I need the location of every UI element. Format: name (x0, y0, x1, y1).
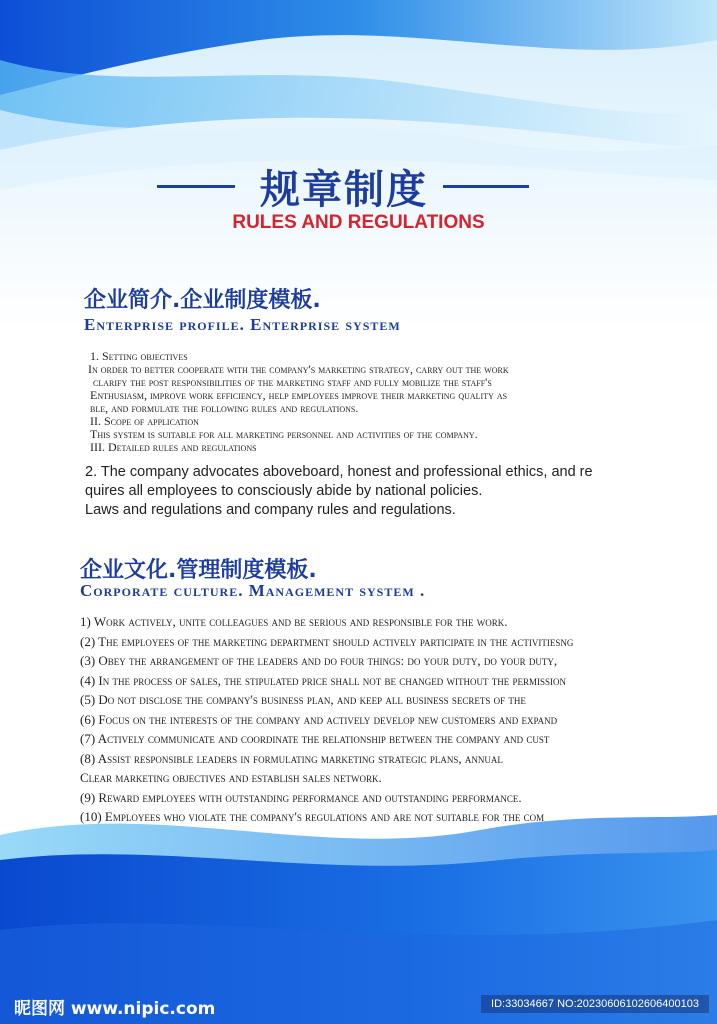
list-item: (6) Focus on the interests of the company and actively develop new customers and expand (80, 711, 558, 727)
list-item: (9) Reward employees with outstanding performance and outstanding performance. (80, 789, 522, 805)
paragraph-line: 2. The company advocates aboveboard, honest and professional ethics, and re (85, 464, 593, 480)
section1-rules-block (90, 350, 650, 454)
page-title: 规章制度 (260, 167, 428, 213)
list-item: (3) Obey the arrangement of the leaders and do four things: do your duty, do your duty, (80, 653, 558, 668)
rule-line: 1. Setting objectives (90, 349, 188, 363)
list-item: 1) Work actively, unite colleagues and be serious and responsible for the work. (80, 614, 508, 629)
list-item: (8) Assist responsible leaders in formulating marketing strategic plans, annual (80, 750, 503, 766)
rule-line: II. Scope of application (90, 414, 199, 428)
title-divider-right (443, 185, 529, 188)
rule-line: In order to better cooperate with the company's marketing strategy, carry out the work (88, 362, 509, 376)
section2-heading-cn: 企业文化.管理制度模板. (80, 558, 317, 583)
watermark-logo: 昵图网 www.nipic.com (14, 999, 216, 1019)
section1-paragraph (85, 463, 645, 520)
page-subtitle: RULES AND REGULATIONS (232, 212, 485, 233)
rule-line: This system is suitable for all marketing personnel and activities of the company. (90, 427, 478, 441)
title-row (0, 158, 717, 214)
list-item: (2) The employees of the marketing department should actively participate in the activitiesng (80, 633, 574, 649)
list-item: (5) Do not disclose the company's business plan, and keep all business secrets of the (80, 692, 526, 707)
section2-rules-list (80, 612, 680, 827)
list-item: (7) Actively communicate and coordinate the relationship between the company and cust (80, 731, 550, 746)
list-item: Clear marketing objectives and establish sales network. (80, 770, 382, 785)
list-item: (10) Employees who violate the company's regulations and are not suitable for the com (80, 809, 545, 824)
rule-line: Enthusiasm, improve work efficiency, help employees improve their marketing quality as (90, 388, 508, 402)
paragraph-line: Laws and regulations and company rules and regulations. (85, 502, 456, 518)
section1-heading-cn: 企业简介.企业制度模板. (84, 288, 321, 313)
section1-heading-en: Enterprise profile. Enterprise system (84, 315, 401, 334)
rule-line: III. Detailed rules and regulations (90, 440, 257, 454)
title-divider-left (157, 185, 235, 188)
watermark-id: ID:33034667 NO:20230606102606400103 (481, 995, 709, 1013)
paragraph-line: quires all employees to consciously abide by national policies. (85, 483, 483, 499)
rule-line: ble, and formulate the following rules and regulations. (90, 401, 359, 415)
section2-heading-en: Corporate culture. Management system . (80, 581, 426, 600)
rule-line: clarify the post responsibilities of the marketing staff and fully mobilize the staff's (90, 375, 492, 389)
list-item: (4) In the process of sales, the stipulated price shall not be changed without the permission (80, 672, 566, 688)
